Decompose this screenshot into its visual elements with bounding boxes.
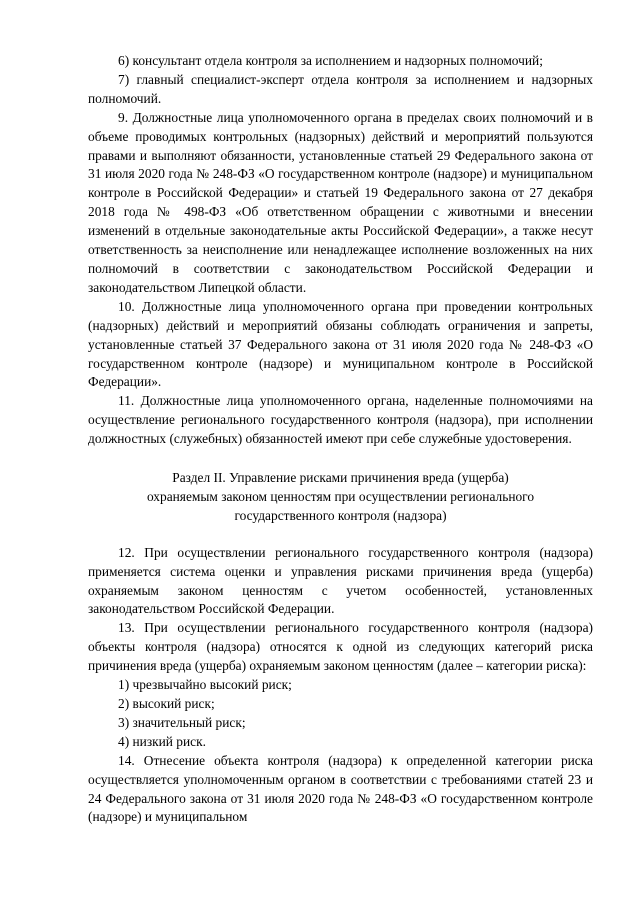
paragraph-clause-9: 9. Должностные лица уполномоченного органа в пределах своих полномочий и в объеме проводимых контрольных (надзорных) действий и мероприятий пользуются правами и выполняют обязанности, установленные статьей 29 Федерального закона от 31 июля 2020 года № 248-ФЗ «О государственном контроле (надзоре) и муниципальном контроле в Российской Федерации» и статьей 19 Федерального закона от 27 декабря 2018 года № 498-ФЗ «Об ответственном обращении с животными и внесении изменений в отдельные законодательные акты Российской Федерации», а также несут ответственность за неисполнение или ненадлежащее исполнение возложенных на них полномочий в соответствии с законодательством Российской Федерации и законодательством Липецкой области.: [88, 109, 593, 295]
paragraph-item-7: 7) главный специалист-эксперт отдела контроля за исполнением и надзорных полномочий.: [88, 71, 593, 106]
paragraph-clause-12: 12. При осуществлении регионального государственного контроля (надзора) применяется система оценки и управления рисками причинения вреда (ущерба) охраняемым законом ценностям с учетом особенностей, установленных законодательством Российской Федерации.: [88, 544, 593, 617]
section-heading-line-2: охраняемым законом ценностям при осуществлении регионального: [146, 488, 535, 504]
risk-category-4: 4) низкий риск.: [118, 733, 206, 749]
section-heading-line-3: государственного контроля (надзора): [234, 507, 447, 523]
paragraph-clause-10: 10. Должностные лица уполномоченного органа при проведении контрольных (надзорных) действий и мероприятий обязаны соблюдать ограничения и запреты, установленные статьей 37 Федерального закона от 31 июля 2020 года № 248-ФЗ «О государственном контроле (надзоре) и муниципальном контроле в Российской Федерации».: [88, 298, 593, 390]
section-heading-line-1: Раздел II. Управление рисками причинения вреда (ущерба): [172, 470, 509, 486]
risk-category-1: 1) чрезвычайно высокий риск;: [118, 677, 292, 693]
section-heading: [88, 469, 593, 526]
paragraph-clause-13: 13. При осуществлении регионального государственного контроля (надзора) объекты контроля (надзора) относятся к одной из следующих категорий риска причинения вреда (ущерба) охраняемым законом ценностям (далее – категории риска):: [88, 620, 593, 674]
risk-category-2: 2) высокий риск;: [118, 696, 215, 711]
document-page: [88, 52, 593, 827]
section-body: [88, 544, 593, 828]
paragraph-item-6: 6) консультант отдела контроля за исполнением и надзорных полномочий;: [118, 53, 543, 68]
risk-category-3: 3) значительный риск;: [118, 714, 246, 730]
paragraph-clause-11: 11. Должностные лица уполномоченного органа, наделенные полномочиями на осуществление регионального государственного контроля (надзора), при исполнении должностных (служебных) обязанностей имеют при себе служебные удостоверения.: [88, 393, 593, 447]
paragraph-clause-14: 14. Отнесение объекта контроля (надзора) к определенной категории риска осуществляется уполномоченным органом в соответствии с требованиями статей 23 и 24 Федерального закона от 31 июля 2020 года № 248-ФЗ «О государственном контроле (надзоре) и муниципальном: [88, 752, 593, 825]
